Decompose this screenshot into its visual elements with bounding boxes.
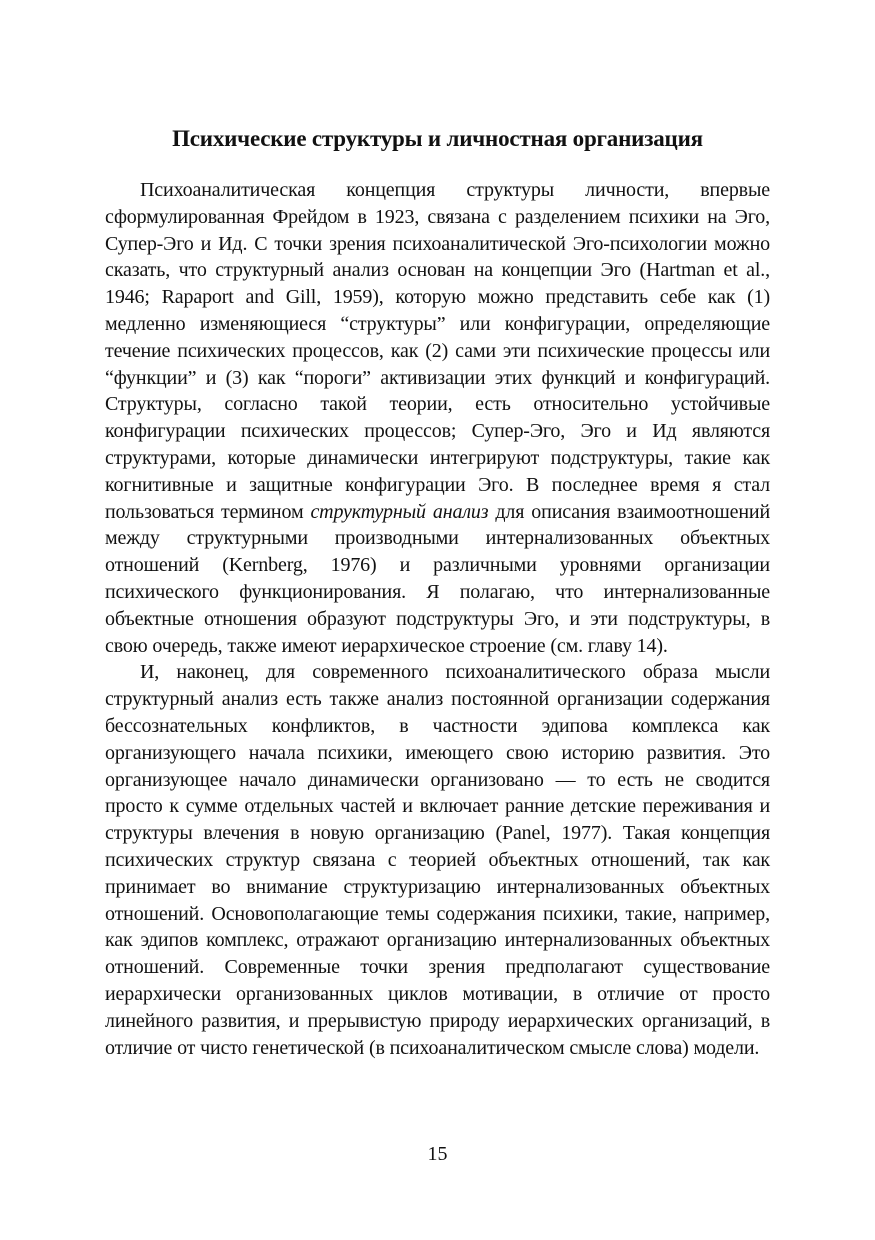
section-heading: Психические структуры и личностная организация	[172, 126, 703, 151]
paragraph-1	[105, 177, 770, 659]
paragraph-1-part-1: Психоаналитическая концепция структуры личности, впервые сформулированная Фрейдом в 1923, связана с разделением психики на Эго, Супер-Эго и Ид. С точки зрения психоаналитической Эго-психологии можно сказать, что структурный анализ основан на концепции Эго (Hartman et al., 1946; Rapaport and Gill, 1959), которую можно представить себе как (1) медленно изменяющиеся “структуры” или конфигурации, определяющие течение психических процессов, как (2) сами эти психические процессы или “функции” и (3) как “пороги” активизации этих функций и конфигураций. Структуры, согласно такой теории, есть относительно устойчивые конфигурации психических процессов; Супер-Эго, Эго и Ид являются структурами, которые динамически интегрируют подструктуры, такие как когнитивные и защитные конфигурации Эго. В последнее время я стал пользоваться термином	[105, 179, 770, 523]
emphasized-term: структурный анализ	[310, 500, 489, 523]
paragraph-1-part-2: для описания взаимоотношений между структурными производными интернализованных объектных отношений (Kernberg, 1976) и различными уровнями организации психического функционирования. Я полагаю, что интернализованные объектные отношения образуют подструктуры Эго, и эти подструктуры, в свою очередь, также имеют иерархическое строение (см. главу 14).	[105, 500, 771, 657]
page-number: 15	[427, 1143, 448, 1165]
paragraph-2: И, наконец, для современного психоаналитического образа мысли структурный анализ есть также анализ постоянной организации содержания бессознательных конфликтов, в частности эдипова комплекса как организующего начала психики, имеющего свою историю развития. Это организующее начало динамически организовано — то есть не сводится просто к сумме отдельных частей и включает ранние детские переживания и структуры влечения в новую организацию (Panel, 1977). Такая концепция психических структур связана с теорией объектных отношений, так как принимает во внимание структуризацию интернализованных объектных отношений. Основополагающие темы содержания психики, такие, например, как эдипов комплекс, отражают организацию интернализованных объектных отношений. Современные точки зрения предполагают существование иерархически организованных циклов мотивации, в отличие от просто линейного развития, и прерывистую природу иерархических организаций, в отличие от чисто генетической (в психоаналитическом смысле слова) модели.	[105, 661, 770, 1059]
body-text	[105, 177, 770, 1061]
